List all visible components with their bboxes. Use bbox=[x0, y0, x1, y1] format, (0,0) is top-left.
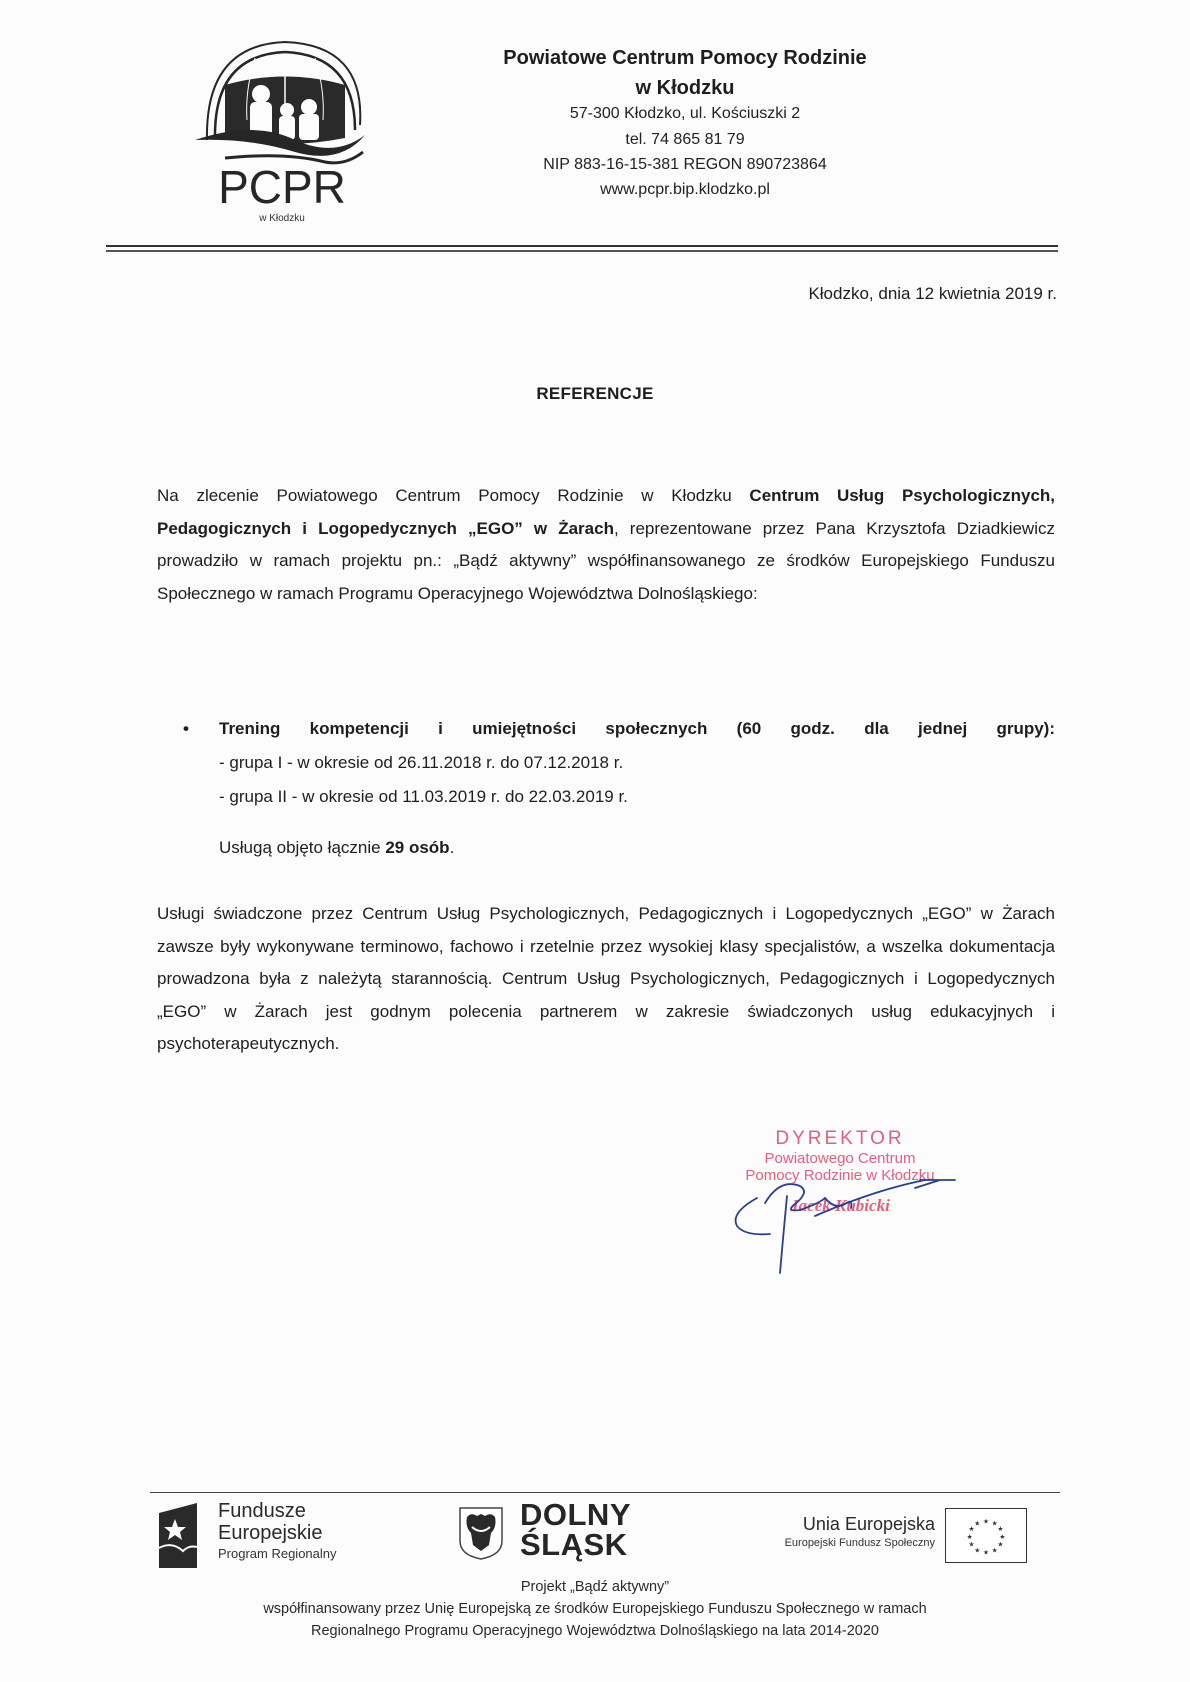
institution-city: w Kłodzku bbox=[635, 77, 735, 99]
footer-divider bbox=[150, 1492, 1060, 1493]
training-group-2: - grupa II - w okresie od 11.03.2019 r. do 22.03.2019 r. bbox=[219, 787, 628, 806]
director-stamp bbox=[720, 1128, 960, 1218]
summary-count: 29 osób bbox=[385, 838, 450, 857]
logo-text: PCPR bbox=[218, 161, 346, 213]
fundusze-europejskie-logo bbox=[218, 1500, 337, 1564]
ds-logo-line-2: ŚLĄSK bbox=[520, 1527, 628, 1562]
intro-text: Na zlecenie Powiatowego Centrum Pomocy Rodzinie w Kłodzku bbox=[157, 486, 750, 505]
eagle-crest-icon bbox=[457, 1505, 505, 1561]
training-title: Trening kompetencji i umiejętności społecznych (60 godz. dla jednej grupy): bbox=[219, 719, 1055, 738]
stamp-title: DYREKTOR bbox=[775, 1128, 905, 1149]
svg-text:★: ★ bbox=[991, 1546, 998, 1555]
training-list bbox=[183, 712, 1055, 814]
svg-text:★: ★ bbox=[997, 1540, 1004, 1549]
document-title: REFERENCJE bbox=[536, 384, 654, 403]
training-summary bbox=[219, 838, 454, 858]
ue-logo-line-1: Unia Europejska bbox=[802, 1514, 935, 1534]
svg-text:★: ★ bbox=[982, 1548, 990, 1557]
pcpr-logo bbox=[195, 40, 370, 225]
logo-subtext: w Kłodzku bbox=[259, 213, 305, 224]
umbrella-family-icon bbox=[195, 42, 365, 163]
svg-text:★: ★ bbox=[968, 1540, 975, 1549]
training-item bbox=[183, 712, 1055, 746]
svg-text:★: ★ bbox=[991, 1519, 998, 1528]
stamp-line-2: Powiatowego Centrum bbox=[764, 1150, 916, 1167]
svg-text:★: ★ bbox=[982, 1517, 990, 1526]
institution-ids: NIP 883-16-15-381 REGON 890723864 bbox=[543, 156, 827, 173]
institution-website[interactable]: www.pcpr.bip.klodzko.pl bbox=[600, 181, 770, 198]
svg-text:★: ★ bbox=[997, 1525, 1004, 1534]
svg-text:★: ★ bbox=[968, 1525, 975, 1534]
stamp-name: Jacek Kubicki bbox=[790, 1196, 890, 1215]
footer-program-line: Regionalnego Programu Operacyjnego Województwa Dolnośląskiego na lata 2014-2020 bbox=[310, 1623, 879, 1639]
header-divider bbox=[106, 245, 1058, 247]
institution-name: Powiatowe Centrum Pomocy Rodzinie bbox=[503, 47, 867, 69]
intro-paragraph bbox=[157, 480, 1055, 610]
unia-europejska-logo bbox=[740, 1513, 935, 1551]
summary-suffix: . bbox=[449, 838, 455, 857]
header-divider-secondary bbox=[106, 250, 1058, 252]
svg-text:★: ★ bbox=[974, 1546, 981, 1555]
svg-text:★: ★ bbox=[999, 1532, 1006, 1541]
fe-logo-line-3: Program Regionalny bbox=[218, 1546, 337, 1561]
dolny-slask-logo bbox=[520, 1497, 631, 1562]
ue-logo-line-2: Europejski Fundusz Społeczny bbox=[784, 1537, 935, 1549]
institution-phone: tel. 74 865 81 79 bbox=[625, 131, 745, 148]
summary-prefix: Usługą objęto łącznie bbox=[219, 838, 386, 857]
recommendation-paragraph: Usługi świadczone przez Centrum Usług Psychologicznych, Pedagogicznych i Logopedycznych „EGO” w Żarach zawsze były wykonywane terminowo, fachowo i rzetelnie przez wysokiej klasy specjalistów, a wszelka dokumentacja prowadzona była z należytą starannością. Centrum Usług Psychologicznych, Pedagogicznych i Logopedycznych „EGO” w Żarach jest godnym polecenia partnerem w zakresie świadczonych usług edukacyjnych i psychoterapeutycznych. bbox=[157, 904, 1055, 1053]
footer-funding-line: współfinansowany przez Unię Europejską ze środków Europejskiego Funduszu Społecznego w ramach bbox=[263, 1601, 927, 1617]
training-group-1: - grupa I - w okresie od 26.11.2018 r. do 07.12.2018 r. bbox=[219, 753, 624, 772]
svg-text:★: ★ bbox=[974, 1519, 981, 1528]
svg-text:★: ★ bbox=[966, 1532, 973, 1541]
organization-name: Centrum Usług Psychologicznych, Pedagogicznych i Logopedycznych „EGO” w Żarach bbox=[157, 486, 1056, 538]
date-line: Kłodzko, dnia 12 kwietnia 2019 r. bbox=[808, 284, 1057, 303]
ds-logo-line-1: DOLNY bbox=[520, 1497, 631, 1532]
intro-rest: , reprezentowane przez Pana Krzysztofa Dziadkiewicz prowadziło w ramach projektu pn.: „Bądź aktywny” współfinansowanego ze środków Europejskiego Funduszu Społecznego w ramach Programu Operacyjnego Województwa Dolnośląskiego: bbox=[157, 518, 1055, 603]
stamp-line-3: Pomocy Rodzinie w Kłodzku bbox=[745, 1167, 935, 1184]
fe-logo-line-2: Europejskie bbox=[218, 1522, 323, 1544]
institution-address: 57-300 Kłodzko, ul. Kościuszki 2 bbox=[569, 105, 801, 122]
fundusze-europejskie-icon bbox=[157, 1503, 199, 1568]
eu-flag-icon bbox=[945, 1508, 1027, 1563]
fe-logo-line-1: Fundusze bbox=[218, 1500, 306, 1522]
bullet-icon: • bbox=[183, 719, 189, 738]
footer-project-name: Projekt „Bądź aktywny” bbox=[520, 1579, 670, 1595]
